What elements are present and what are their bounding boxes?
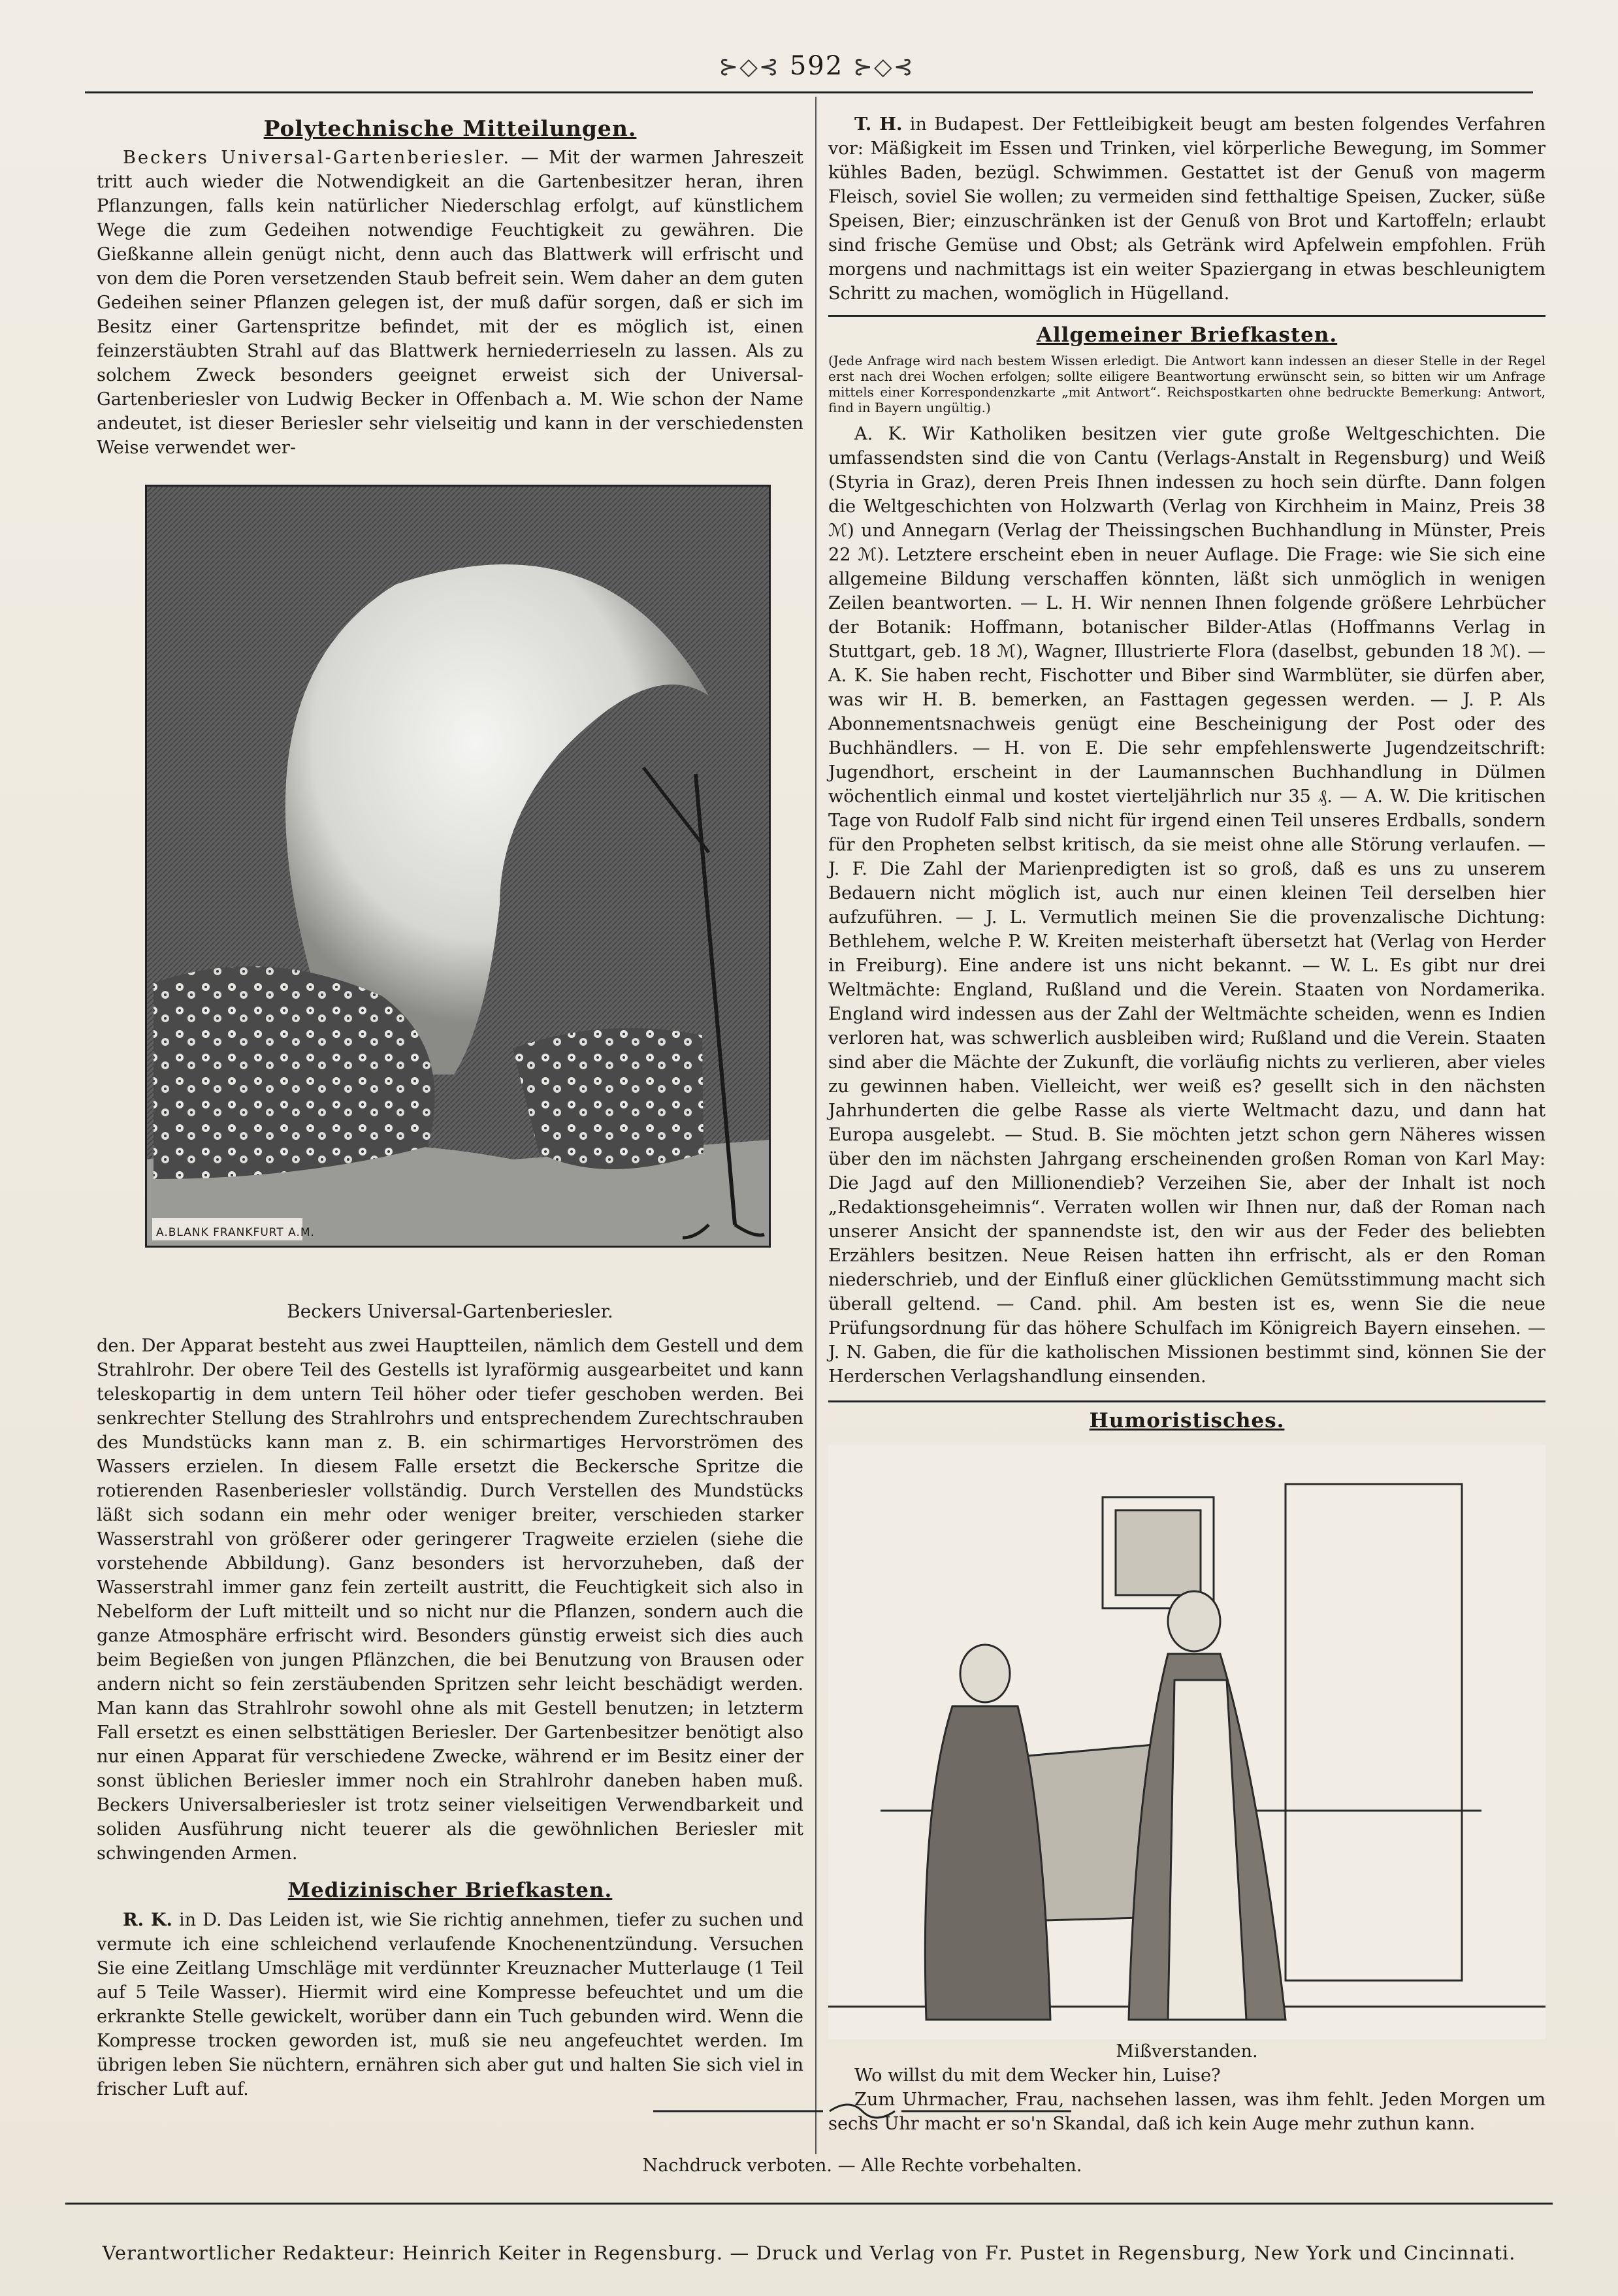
article-continued: den. Der Apparat besteht aus zwei Hauptteilen, nämlich dem Gestell und dem Strahlrohr. Der obere Teil des Gestells ist lyraförmig ausgearbeitet und kann teleskopartig in dem untern Teil höher oder tiefer geschoben werden. Bei senkrechter Stellung des Strahlrohrs und entsprechendem Zurechtschrauben des Mundstücks kann man z. B. ein schirmartiges Hervorströmen des Wassers erzielen. In diesem Falle ersetzt die Beckersche Spritze die rotierenden Rasenberiesler vollständig. Durch Verstellen des Mundstücks läßt sich sodann ein mehr oder weniger breiter, verschieden starker Wasserstrahl von größerer oder geringerer Tragweite erzielen (siehe die vorstehende Abbildung). Ganz besonders ist hervorzuheben, daß der Wasserstrahl immer ganz fein zerteilt austritt, die Feuchtigkeit sich also in Nebelform der Luft mitteilt und so nicht nur die Pflanzen, sondern auch die ganze Atmosphäre erfrischt wird. Besonders günstig erweist sich dies auch beim Begießen von jungen Pflänzchen, die bei Benutzung von Brausen oder andern nicht so fein zerstäubenden Spritzen sehr leicht beschädigt werden. Man kann das Strahlrohr sowohl ohne als mit Gestell benutzen; in letzterm Fall ersetzt es einen selbsttätigen Beriesler. Der Gartenbesitzer benötigt also nur einen Apparat für verschiedene Zwecke, während er im Besitz einer der sonst üblichen Beriesler immer noch ein Strahlrohr daneben haben muß. Beckers Universalberiesler ist trotz seiner vielseitigen Verwendbarkeit und soliden Ausführung nicht teuerer als die gewöhnlichen Beriesler mit schwingenden Armen.	[97, 1336, 803, 1864]
medical-heading: Medizinischer Briefkasten.	[287, 1879, 613, 1902]
section-rule	[828, 315, 1545, 317]
garden-sprinkler-drawing	[147, 487, 769, 1246]
obesity-addressee: T. H.	[854, 114, 903, 135]
obesity-text: in Budapest. Der Fettleibigkeit beugt am besten folgendes Verfahren vor: Mäßigkeit im Essen und Trinken, viel körperliche Bewegung, im Sommer kühles Baden, bezügl. Schwimmen. Gestattet ist der Genuß von magerm Fleisch, soviel Sie wollen; zu vermeiden sind fetthaltige Speisen, Zucker, süße Speisen, Bier; einzuschränken ist der Genuß von Brot und Kartoffeln; erlaubt sind frische Gemüse und Obst; als Getränk wird Apfelwein empfohlen. Früh morgens und nachmittags ist ein weiter Spaziergang in etwas beschleunigtem Schritt zu machen, womöglich in Hügelland.	[828, 114, 1545, 304]
page-number-header	[712, 51, 921, 90]
column-divider	[815, 97, 817, 2154]
briefkasten-notice: (Jede Anfrage wird nach bestem Wissen erledigt. Die Antwort kann indessen an dieser Stelle in der Regel erst nach drei Wochen erfolgen; sollte eiligere Beantwortung erwünscht sein, so bitten wir um Anfrage mittels einer Korrespondenzkarte „mit Antwort“. Reichspostkarten ohne bedruckte Bemerkung: Antwort, find in Bayern ungültig.)	[828, 353, 1545, 415]
illustration-caption: Beckers Universal-Gartenberiesler.	[287, 1301, 613, 1322]
top-rule	[85, 91, 1533, 93]
humor-heading: Humoristisches.	[1089, 1409, 1285, 1432]
article-intro-paragraph	[97, 146, 803, 460]
right-column	[828, 112, 1545, 2136]
left-column-top	[97, 112, 803, 460]
medical-answer	[97, 1908, 803, 2101]
reprint-notice: Nachdruck verboten. — Alle Rechte vorbehalten.	[642, 2156, 1082, 2176]
humor-reply: Zum Uhrmacher, Frau, nachsehen lassen, was ihm fehlt. Jeden Morgen um sechs Uhr macht er so'n Skandal, daß ich kein Auge mehr zuthun kann.	[828, 2090, 1545, 2134]
footer-rule	[65, 2203, 1553, 2205]
ornament-left-icon: ⊱◇⊰	[719, 54, 781, 80]
article-title: Beckers Universal-Gartenberiesler.	[123, 148, 511, 168]
page-number: 592	[789, 51, 844, 81]
garden-sprinkler-illustration	[145, 485, 771, 1248]
humor-question: Wo willst du mit dem Wecker hin, Luise?	[854, 2065, 1221, 2086]
medical-addressee: R. K.	[123, 1909, 172, 1930]
humor-caption: Mißverstanden.	[1116, 2041, 1258, 2062]
two-women-drawing	[828, 1445, 1545, 2039]
briefkasten-heading: Allgemeiner Briefkasten.	[1036, 323, 1338, 347]
publisher-footer: Verantwortlicher Redakteur: Heinrich Keiter in Regensburg. — Druck und Verlag von Fr. Pustet in Regensburg, New York und Cincinnati.	[102, 2242, 1516, 2264]
briefkasten-answers: A. K. Wir Katholiken besitzen vier gute große Weltgeschichten. Die umfassendsten sind die von Cantu (Verlags-Anstalt in Regensburg) und Weiß (Styria in Graz), deren Preis Ihnen indessen zu hoch sein dürfte. Dann folgen die Weltgeschichten von Holzwarth (Verlag von Kirchheim in Mainz, Preis 38 ℳ) und Annegarn (Verlag der Theissingschen Buchhandlung in Münster, Preis 22 ℳ). Letztere erscheint eben in neuer Auflage. Die Frage: wie Sie sich eine allgemeine Bildung verschaffen könnten, läßt sich unmöglich in wenigen Zeilen beantworten. — L. H. Wir nennen Ihnen folgende größere Lehrbücher der Botanik: Hoffmann, botanischer Bilder-Atlas (Hoffmanns Verlag in Stuttgart, geb. 18 ℳ), Wagner, Illustrierte Flora (daselbst, gebunden 18 ℳ). — A. K. Sie haben recht, Fischotter und Biber sind Warmblüter, sie dürfen aber, was wir H. B. bemerken, an Fasttagen gegessen werden. — J. P. Als Abonnementsnachweis genügt eine Bescheinigung der Post oder des Buchhändlers. — H. von E. Die sehr empfehlenswerte Jugendzeitschrift: Jugendhort, erscheint in der Laumannschen Buchhandlung in Dülmen wöchentlich einmal und kostet vierteljährlich nur 35 ₰. — A. W. Die kritischen Tage von Rudolf Falb sind nicht für irgend einen Teil unseres Erdballs, sondern für den Propheten selbst kritisch, da sie meist ohne alle Störung verlaufen. — J. F. Die Zahl der Marienpredigten ist so groß, daß es uns zu unserem Bedauern nicht möglich ist, auch nur einen kleinen Teil derselben hier aufzuführen. — J. L. Vermutlich meinen Sie die provenzalische Dichtung: Bethlehem, welche P. W. Kreiten meisterhaft übersetzt hat (Verlag von Herder in Freiburg). Eine andere ist uns nicht bekannt. — W. L. Es gibt nur drei Weltmächte: England, Rußland und die Verein. Staaten von Nordamerika. England wird indessen aus der Zahl der Weltmächte scheiden, wenn es Indien verloren hat, was schwerlich ausbleiben wird; Rußland und die Verein. Staaten sind aber die Mächte der Zukunft, die vorläufig nichts zu verlieren, aber vieles zu gewinnen haben. Vielleicht, wer weiß es? gesellt sich in den nächsten Jahrhunderten die gelbe Rasse als vierte Weltmacht dazu, und dann hat Europa ausgelebt. — Stud. B. Sie möchten jetzt schon gern Näheres wissen über den im nächsten Jahrgang erscheinenden großen Roman von Karl May: Die Jagd auf den Millionendieb? Verzeihen Sie, aber der Inhalt ist noch „Redaktionsgeheimnis“. Verraten wollen wir Ihnen nur, daß der Roman nach unserer Ansicht der spannendste ist, den wir aus der Feder des beliebten Erzählers besitzen. Neue Reisen hatten ihn erfrischt, als er den Roman niederschrieb, und der Einfluß einer glücklichen Gemütsstimmung macht sich überall geltend. — Cand. phil. Am besten ist es, wenn Sie die neue Prüfungsordnung für das höhere Schulfach im Königreich Bayern einsehen. — J. N. Gaben, die für die katholischen Missionen bestimmt sind, können Sie der Herderschen Verlagshandlung einsenden.	[828, 424, 1545, 1387]
ornament-right-icon: ⊱◇⊰	[852, 54, 914, 80]
obesity-answer	[828, 112, 1545, 306]
bottom-ornament-icon	[653, 2098, 1071, 2124]
left-column-bottom	[97, 1300, 803, 2101]
polytechnic-heading: Polytechnische Mitteilungen.	[263, 116, 637, 141]
article-intro: — Mit der warmen Jahreszeit tritt auch wieder die Notwendigkeit an die Gartenbesitzer heran, ihren Pflanzungen, falls kein natürlicher Niederschlag erfolgt, auf künstlichem Wege die zum Gedeihen notwendige Feuchtigkeit zu gewähren. Die Gießkanne allein genügt nicht, denn auch das Blattwerk will erfrischt und von dem die Poren versetzenden Staub befreit sein. Wem daher an dem guten Gedeihen seiner Pflanzen gelegen ist, der muß dafür sorgen, daß er sich im Besitz einer Gartenspritze befindet, mit der es möglich ist, einen feinzerstäubten Strahl auf das Blattwerk herniederrieseln zu lassen. Als zu solchem Zweck besonders geeignet erweist sich der Universal-Gartenberiesler von Ludwig Becker in Offenbach a. M. Wie schon der Name andeutet, ist dieser Beriesler sehr vielseitig und kann in der verschiedensten Weise verwendet wer-	[97, 148, 803, 458]
medical-text: in D. Das Leiden ist, wie Sie richtig annehmen, tiefer zu suchen und vermute ich eine schleichend verlaufende Knochenentzündung. Versuchen Sie eine Zeitlang Umschläge mit verdünnter Kreuznacher Mutterlauge (1 Teil auf 5 Teile Wasser). Hiermit wird eine Kompresse befeuchtet und um die erkrankte Stelle gewickelt, worüber dann ein Tuch gebunden wird. Wenn die Kompresse trocken geworden ist, muß sie neu angefeuchtet werden. Im übrigen leben Sie nüchtern, ernähren sich aber gut und halten Sie sich viel in frischer Luft auf.	[97, 1910, 803, 2099]
section-rule-humor	[828, 1400, 1545, 1402]
humor-illustration	[828, 1445, 1545, 2039]
illustration-signature: A.BLANK FRANKFURT A.M.	[156, 1226, 315, 1239]
